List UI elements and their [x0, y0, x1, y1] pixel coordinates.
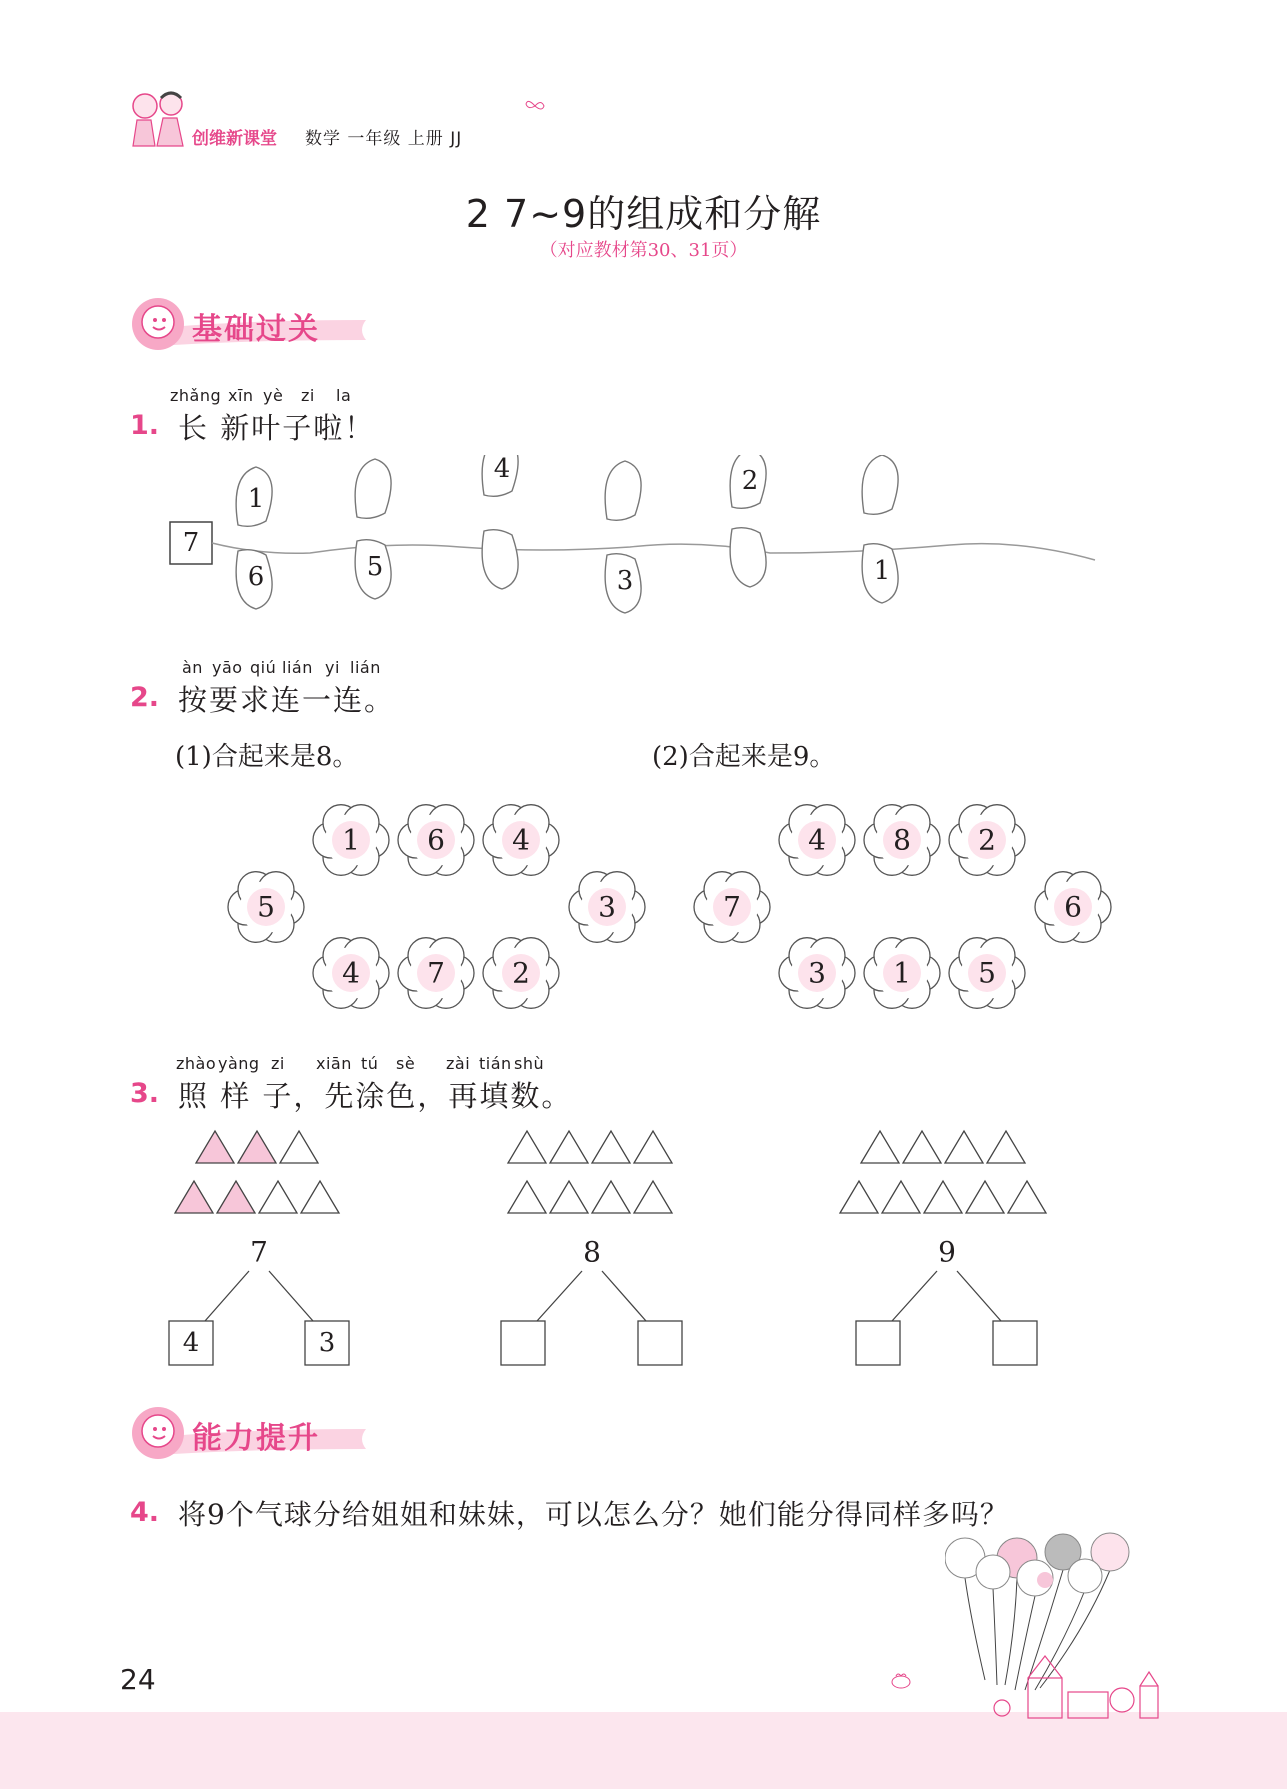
- flower-number: 3: [808, 956, 826, 990]
- vine-start-number: 7: [182, 528, 200, 558]
- leaf: [482, 455, 518, 496]
- flower-number: 4: [808, 823, 826, 857]
- flower-number: 4: [342, 956, 360, 990]
- flower-matching-diagram: [0, 785, 1287, 1025]
- answer-left-value: 4: [182, 1328, 200, 1358]
- flower-number: 4: [512, 823, 530, 857]
- answer-box-right[interactable]: [993, 1321, 1037, 1365]
- triangle[interactable]: [966, 1181, 1004, 1213]
- triangle[interactable]: [301, 1181, 339, 1213]
- pinyin-syllable: yi: [325, 658, 340, 677]
- triangle[interactable]: [259, 1181, 297, 1213]
- bond-total: 7: [250, 1235, 268, 1269]
- triangle[interactable]: [840, 1181, 878, 1213]
- answer-right-value: 3: [318, 1328, 336, 1358]
- leaf: [730, 528, 766, 587]
- flower-number: 8: [893, 823, 911, 857]
- flower-number: 5: [257, 890, 275, 924]
- answer-box-left[interactable]: [856, 1321, 900, 1365]
- q2-part2-label: (2)合起来是9。: [652, 742, 836, 772]
- pinyin-syllable: zi: [301, 386, 315, 405]
- triangle[interactable]: [945, 1131, 983, 1163]
- pinyin-syllable: àn: [182, 658, 203, 677]
- flower[interactable]: [864, 938, 940, 1009]
- pinyin-syllable: xīn: [228, 386, 254, 405]
- flower-number: 3: [598, 890, 616, 924]
- page-subtitle: （对应教材第30、31页）: [539, 240, 748, 261]
- flower[interactable]: [779, 938, 855, 1009]
- leaf: [236, 550, 272, 609]
- triangle[interactable]: [550, 1181, 588, 1213]
- triangle[interactable]: [924, 1181, 962, 1213]
- pinyin-syllable: xiān: [316, 1054, 352, 1073]
- flower[interactable]: [398, 938, 474, 1009]
- triangle[interactable]: [508, 1131, 546, 1163]
- leaf-number: 2: [741, 466, 759, 496]
- q2-pinyin: [182, 658, 412, 678]
- q3-text: 照 样 子，先涂色，再填数。: [178, 1079, 573, 1113]
- flower-number: 2: [512, 956, 530, 990]
- q3-number: 3.: [130, 1078, 160, 1109]
- triangle[interactable]: [861, 1131, 899, 1163]
- leaf: [355, 540, 391, 599]
- q3-pinyin: [176, 1054, 576, 1074]
- q4-number: 4.: [130, 1497, 160, 1528]
- leaf: [605, 461, 641, 520]
- flower[interactable]: [313, 805, 389, 876]
- flower[interactable]: [483, 805, 559, 876]
- leaf: [862, 544, 898, 603]
- pinyin-syllable: yāo: [212, 658, 243, 677]
- leaf: [605, 554, 641, 613]
- triangle-decomposition-diagram: [0, 1125, 1287, 1370]
- header-brand: 创维新课堂: [192, 129, 277, 149]
- monkey-face-icon: [144, 1417, 174, 1447]
- pinyin-syllable: zhào: [176, 1054, 217, 1073]
- leaf-number: 5: [366, 552, 384, 582]
- leaf: [730, 455, 766, 508]
- q1-text: 长 新叶子啦！: [178, 411, 376, 445]
- triangle[interactable]: [280, 1131, 318, 1163]
- triangle[interactable]: [903, 1131, 941, 1163]
- triangle[interactable]: [634, 1181, 672, 1213]
- flower[interactable]: [949, 805, 1025, 876]
- flower[interactable]: [864, 805, 940, 876]
- flower[interactable]: [398, 805, 474, 876]
- pinyin-syllable: yàng: [218, 1054, 260, 1073]
- triangle[interactable]: [238, 1131, 276, 1163]
- pinyin-syllable: zi: [271, 1054, 285, 1073]
- triangle[interactable]: [508, 1181, 546, 1213]
- triangle[interactable]: [634, 1131, 672, 1163]
- flower-number: 2: [978, 823, 996, 857]
- butterfly-icon: [525, 98, 545, 114]
- leaf: [482, 530, 518, 589]
- flower[interactable]: [779, 805, 855, 876]
- page-title: 2 7~9的组成和分解: [465, 192, 822, 236]
- page-number: 24: [120, 1663, 156, 1696]
- leaf-vine-diagram: [160, 455, 1100, 630]
- pinyin-syllable: yè: [263, 386, 284, 405]
- leaf-number: 3: [616, 566, 634, 596]
- triangle[interactable]: [987, 1131, 1025, 1163]
- q1-number: 1.: [130, 410, 160, 441]
- pinyin-syllable: la: [336, 386, 352, 405]
- section-title-advanced: 能力提升: [192, 1421, 320, 1456]
- flower[interactable]: [694, 872, 770, 943]
- triangle[interactable]: [592, 1131, 630, 1163]
- flower-number: 5: [978, 956, 996, 990]
- triangle[interactable]: [196, 1131, 234, 1163]
- answer-box-left[interactable]: [501, 1321, 545, 1365]
- flower[interactable]: [949, 938, 1025, 1009]
- q2-part1-label: (1)合起来是8。: [175, 742, 359, 772]
- header-kids-illustration: [125, 88, 195, 156]
- leaf-number: 6: [247, 562, 265, 592]
- pinyin-syllable: zài: [446, 1054, 471, 1073]
- leaf: [236, 467, 272, 526]
- leaf-number: 1: [873, 556, 891, 586]
- flower-number: 6: [427, 823, 445, 857]
- flower-number: 1: [893, 956, 911, 990]
- triangle[interactable]: [550, 1131, 588, 1163]
- flower[interactable]: [569, 872, 645, 943]
- pinyin-syllable: tú: [361, 1054, 379, 1073]
- bond-total: 9: [938, 1235, 956, 1269]
- footer-band: [0, 1712, 1287, 1789]
- triangle[interactable]: [175, 1181, 213, 1213]
- triangle[interactable]: [1008, 1181, 1046, 1213]
- pinyin-syllable: sè: [396, 1054, 416, 1073]
- triangle[interactable]: [592, 1181, 630, 1213]
- flower-number: 6: [1064, 890, 1082, 924]
- flower-number: 1: [342, 823, 360, 857]
- triangle[interactable]: [882, 1181, 920, 1213]
- flower[interactable]: [313, 938, 389, 1009]
- bee-icon: [888, 1672, 914, 1690]
- flower-number: 7: [427, 956, 445, 990]
- smile-face-icon: [144, 308, 174, 338]
- flower[interactable]: [483, 938, 559, 1009]
- leaf: [862, 455, 898, 514]
- header-book-info: 数学 一年级 上册 JJ: [305, 129, 463, 149]
- leaf: [355, 459, 391, 518]
- pinyin-syllable: shù: [514, 1054, 545, 1073]
- pinyin-syllable: zhǎng: [170, 386, 222, 405]
- q4-text: 将9个气球分给姐姐和妹妹，可以怎么分？她们能分得同样多吗？: [178, 1498, 1009, 1531]
- pinyin-syllable: qiú: [250, 658, 277, 677]
- section-title-basic: 基础过关: [192, 312, 320, 347]
- pinyin-syllable: lián: [282, 658, 313, 677]
- castle-illustration: [990, 1650, 1170, 1720]
- q2-text: 按要求连一连。: [178, 683, 396, 717]
- pinyin-syllable: lián: [350, 658, 381, 677]
- flower[interactable]: [1035, 872, 1111, 943]
- triangle[interactable]: [217, 1181, 255, 1213]
- answer-box-right[interactable]: [638, 1321, 682, 1365]
- flower-number: 7: [723, 890, 741, 924]
- bond-total: 8: [583, 1235, 601, 1269]
- flower[interactable]: [228, 872, 304, 943]
- leaf-number: 1: [247, 484, 265, 514]
- leaf-number: 4: [493, 455, 511, 484]
- pinyin-syllable: tián: [479, 1054, 512, 1073]
- q2-number: 2.: [130, 682, 160, 713]
- q1-pinyin: [170, 386, 410, 406]
